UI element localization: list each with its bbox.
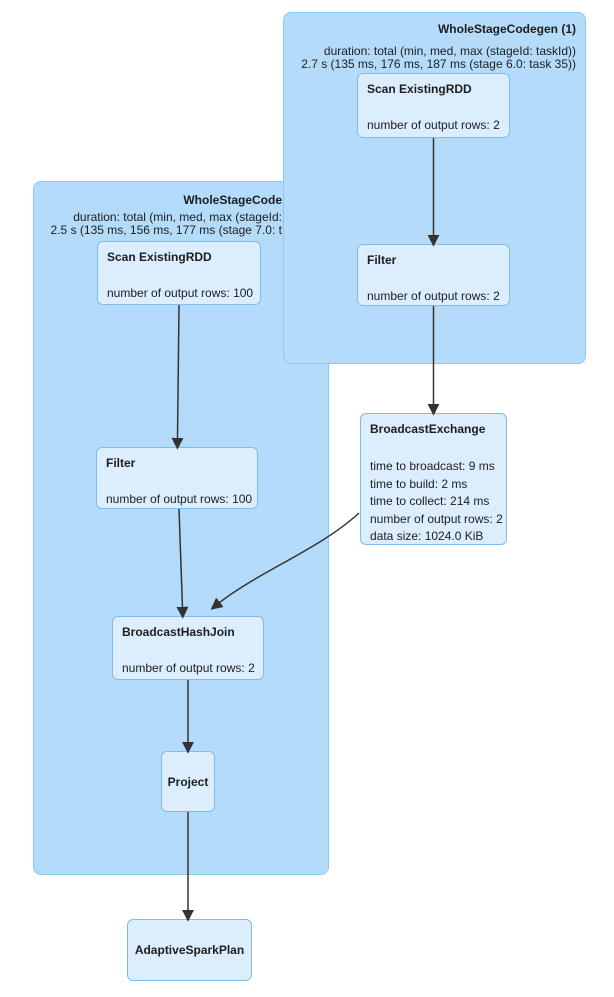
node-metric: number of output rows: 2 bbox=[370, 511, 503, 526]
node-title: Scan ExistingRDD bbox=[107, 250, 212, 264]
duration-line-1: duration: total (min, med, max (stageId: bbox=[73, 210, 282, 224]
duration-line-2: 2.5 s (135 ms, 156 ms, 177 ms (stage 7.0: t bbox=[50, 223, 282, 237]
node-broadcast-hash-join[interactable] bbox=[112, 616, 264, 680]
node-metric: number of output rows: 2 bbox=[122, 661, 255, 675]
node-metric: time to build: 2 ms bbox=[370, 476, 468, 491]
cluster-wholestagecodegen-1 bbox=[283, 12, 586, 364]
node-title: Filter bbox=[367, 253, 397, 267]
node-project[interactable] bbox=[161, 751, 215, 812]
duration-line-2: 2.7 s (135 ms, 176 ms, 187 ms (stage 6.0: task 35)) bbox=[301, 57, 576, 71]
node-metric: number of output rows: 2 bbox=[367, 289, 500, 303]
node-filter-1[interactable] bbox=[357, 244, 510, 306]
node-title: Scan ExistingRDD bbox=[367, 82, 472, 96]
node-metric: number of output rows: 100 bbox=[107, 286, 254, 300]
cluster-wholestagecodegen-2-duration bbox=[51, 211, 282, 237]
cluster-wholestagecodegen-1-duration bbox=[301, 45, 576, 71]
node-metric: number of output rows: 100 bbox=[106, 492, 253, 506]
node-scan-existingrdd-2[interactable] bbox=[97, 241, 261, 305]
node-title: BroadcastHashJoin bbox=[122, 625, 235, 639]
node-scan-existingrdd-1[interactable] bbox=[357, 73, 510, 138]
node-adaptive-spark-plan[interactable] bbox=[127, 919, 252, 981]
node-metric: data size: 1024.0 KiB bbox=[370, 529, 484, 544]
node-title: BroadcastExchange bbox=[370, 422, 486, 436]
node-title: Filter bbox=[106, 456, 136, 470]
node-broadcast-exchange[interactable] bbox=[360, 413, 507, 545]
duration-line-1: duration: total (min, med, max (stageId: taskId)) bbox=[323, 44, 576, 58]
node-title: AdaptiveSparkPlan bbox=[134, 943, 245, 957]
node-metric: time to collect: 214 ms bbox=[370, 494, 490, 509]
node-title: Project bbox=[167, 774, 209, 789]
node-filter-2[interactable] bbox=[96, 447, 258, 509]
node-metric-list bbox=[370, 458, 503, 546]
node-metric: number of output rows: 2 bbox=[367, 118, 500, 132]
cluster-wholestagecodegen-1-title: WholeStageCodegen (1) bbox=[437, 22, 576, 36]
node-metric: time to broadcast: 9 ms bbox=[370, 459, 495, 473]
cluster-wholestagecodegen-2-title: WholeStageCode bbox=[183, 193, 282, 207]
